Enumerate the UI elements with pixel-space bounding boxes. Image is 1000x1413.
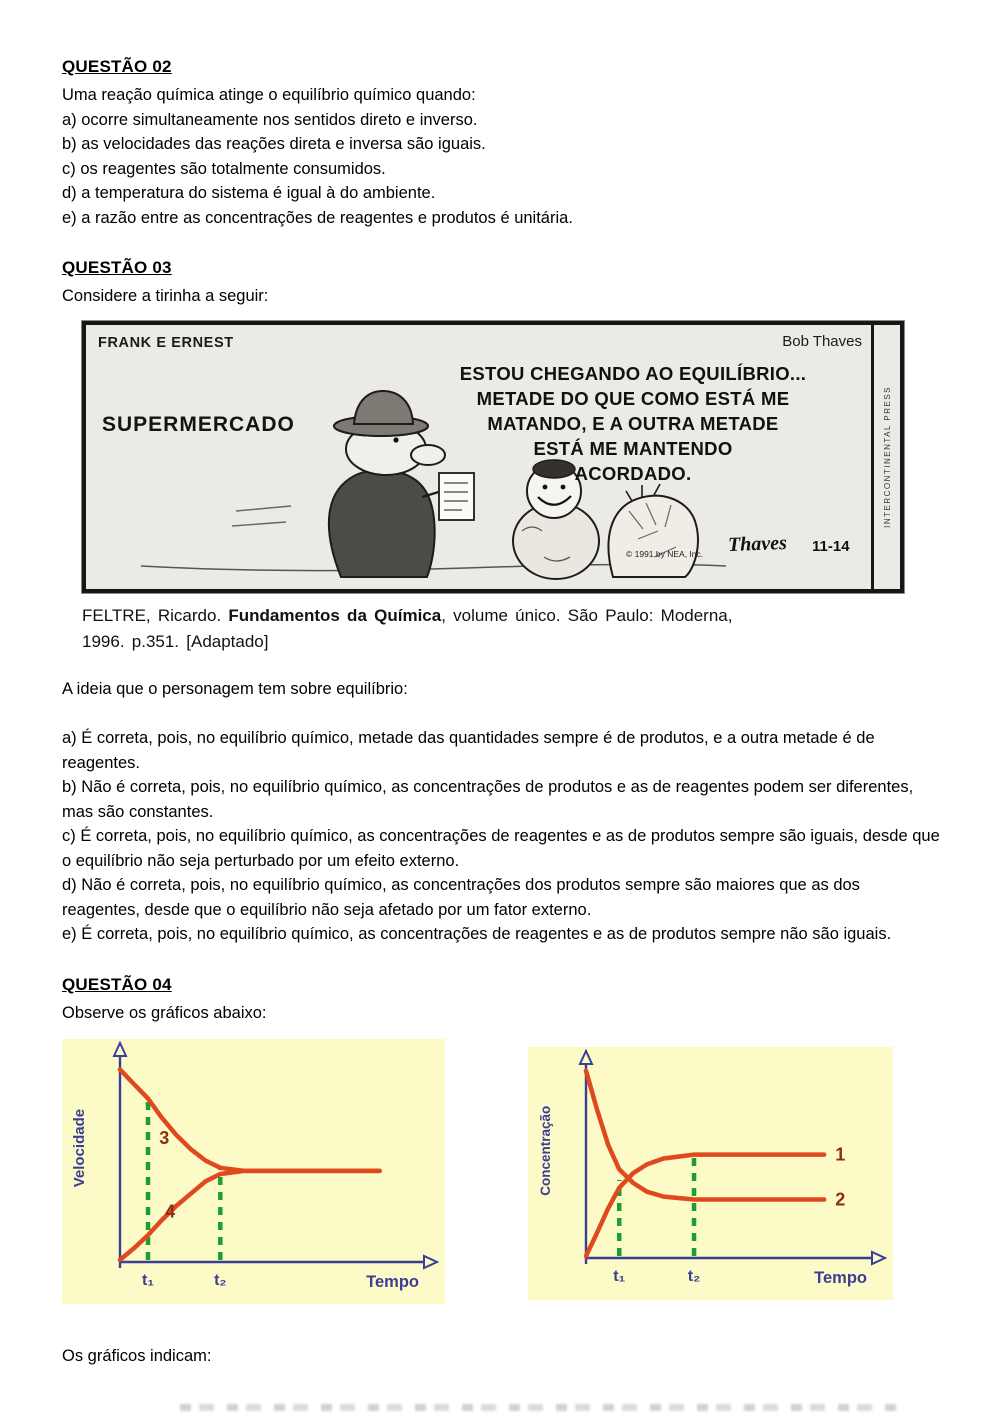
option: a) É correta, pois, no equilíbrio químico, metade das quantidades sempre é de produtos, e a outra metade é de reagentes.	[62, 729, 875, 772]
y-axis-arrow	[114, 1043, 126, 1056]
speech-line: ESTOU CHEGANDO AO EQUILÍBRIO...	[459, 362, 807, 384]
x-tick-label: t₁	[613, 1268, 626, 1285]
option: b) Não é correta, pois, no equilíbrio químico, as concentrações de produtos e as de reagentes podem ser diferentes, mas são constantes.	[62, 778, 914, 821]
speech-line: METADE DO QUE COMO ESTÁ ME	[476, 387, 790, 409]
option: c) os reagentes são totalmente consumidos.	[62, 159, 386, 178]
x-axis-title: Tempo	[814, 1269, 867, 1287]
artist-signature: Thaves	[727, 531, 788, 556]
question-04-heading: QUESTÃO 04	[62, 974, 172, 994]
citation-author: FELTRE, Ricardo.	[82, 605, 229, 625]
comic-author: Bob Thaves	[782, 332, 862, 350]
x-axis-title: Tempo	[366, 1273, 419, 1291]
y-axis-arrow	[580, 1051, 592, 1064]
charts-row	[62, 1039, 940, 1304]
source-citation	[82, 603, 902, 655]
curve-label: 2	[835, 1189, 846, 1210]
concentration-time-chart	[528, 1047, 893, 1300]
citation-publisher: , volume único. São Paulo: Moderna,	[441, 605, 733, 625]
y-axis-title: Concentração	[538, 1105, 553, 1196]
x-axis-arrow	[872, 1252, 885, 1264]
x-tick-label: t₁	[142, 1272, 155, 1289]
question-04-section	[62, 973, 940, 1369]
citation-book-title: Fundamentos da Química	[228, 605, 442, 625]
citation-line2: 1996. p.351. [Adaptado]	[82, 631, 269, 651]
question-02-section	[62, 55, 940, 230]
option: b) as velocidades das reações direta e inversa são iguais.	[62, 135, 486, 153]
motion-lines	[232, 506, 291, 526]
x-axis-arrow	[424, 1256, 437, 1268]
question-04-footer: Os gráficos indicam:	[62, 1347, 212, 1365]
question-02-heading: QUESTÃO 02	[62, 57, 172, 76]
comic-series-title: FRANK E ERNEST	[98, 334, 234, 351]
curve-2	[586, 1071, 824, 1200]
curve-label: 4	[165, 1201, 176, 1222]
question-03-section	[62, 256, 940, 947]
comic-strip	[82, 321, 904, 593]
x-tick-label: t₂	[687, 1268, 701, 1285]
question-04-intro: Observe os gráficos abaixo:	[62, 1003, 267, 1022]
curve-label: 3	[159, 1127, 170, 1148]
question-03-options	[62, 726, 940, 947]
next-page-cropped-text	[180, 1404, 900, 1411]
x-tick-label: t₂	[214, 1272, 227, 1289]
question-02-options	[62, 108, 940, 231]
option: e) a razão entre as concentrações de reagentes e produtos é unitária.	[62, 208, 573, 227]
supermarket-sign: SUPERMERCADO	[102, 412, 295, 436]
velocity-time-chart	[62, 1039, 445, 1304]
option: d) Não é correta, pois, no equilíbrio químico, as concentrações dos produtos sempre são maiores que as dos reagentes, desde que o equilíbrio não seja afetado por um fator externo.	[62, 876, 860, 919]
question-02-intro: Uma reação química atinge o equilíbrio químico quando:	[62, 86, 476, 104]
option: a) ocorre simultaneamente nos sentidos direto e inverso.	[62, 110, 478, 129]
speech-text	[396, 361, 870, 486]
y-axis-title: Velocidade	[71, 1108, 88, 1188]
speech-line: MATANDO, E A OUTRA METADE	[487, 412, 779, 434]
option: c) É correta, pois, no equilíbrio químico, as concentrações de reagentes e as de produtos sempre são iguais, desde que o equilíbrio não seja perturbado por um efeito externo.	[62, 827, 940, 870]
strip-date: 11-14	[812, 537, 850, 555]
curve-4	[120, 1171, 380, 1260]
option: e) É correta, pois, no equilíbrio químico, as concentrações de reagentes e as de produtos sempre não são iguais.	[62, 925, 892, 943]
option: d) a temperatura do sistema é igual à do ambiente.	[62, 184, 436, 202]
copyright-text: © 1991 by NEA, Inc.	[626, 548, 704, 559]
question-03-intro: Considere a tirinha a seguir:	[62, 287, 269, 305]
speech-line: ACORDADO.	[574, 462, 692, 484]
curve-label: 1	[835, 1144, 846, 1165]
grocery-sack	[608, 484, 697, 577]
question-03-heading: QUESTÃO 03	[62, 258, 172, 277]
press-name: INTERCONTINENTAL PRESS	[882, 385, 892, 528]
page-content	[62, 55, 940, 1369]
press-strip	[871, 325, 900, 589]
speech-line: ESTÁ ME MANTENDO	[533, 437, 733, 459]
curve-3	[120, 1070, 380, 1171]
question-03-statement: A ideia que o personagem tem sobre equilíbrio:	[62, 679, 408, 698]
